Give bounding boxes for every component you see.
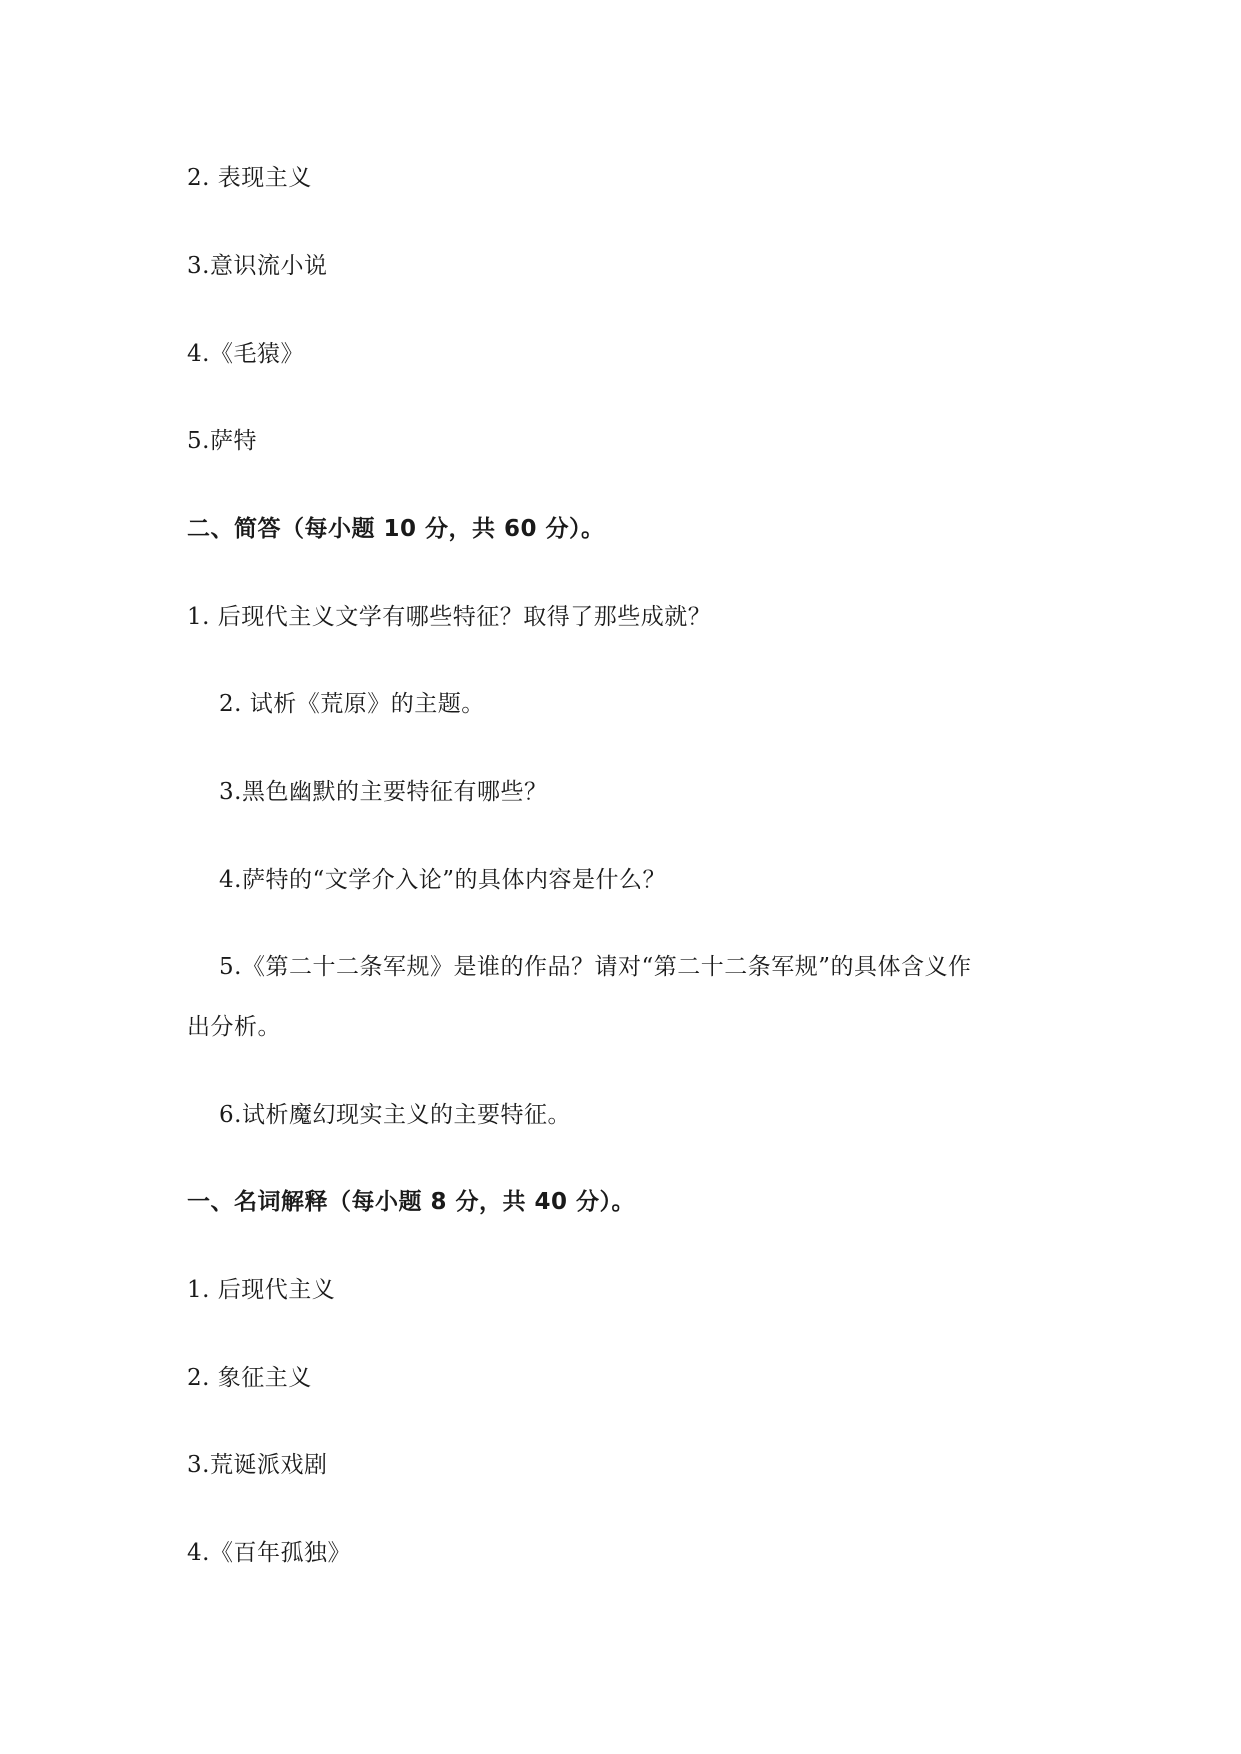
question-2: 2. 试析《荒原》的主题。 <box>219 691 485 717</box>
question-4: 4.萨特的“文学介入论”的具体内容是什么？ <box>219 867 666 893</box>
section-heading-short-answer: 二、简答（每小题 10 分，共 60 分）。 <box>187 516 605 542</box>
definition-item-2: 2. 象征主义 <box>187 1365 312 1391</box>
term-item-3: 3.意识流小说 <box>187 253 328 279</box>
definition-item-1: 1. 后现代主义 <box>187 1277 336 1303</box>
term-item-5: 5.萨特 <box>187 428 257 454</box>
question-1: 1. 后现代主义文学有哪些特征？取得了那些成就？ <box>187 604 712 630</box>
definition-item-4: 4.《百年孤独》 <box>187 1540 351 1566</box>
question-5-line-2: 出分析。 <box>187 1014 281 1040</box>
term-item-2: 2. 表现主义 <box>187 165 312 191</box>
section-heading-term-definitions: 一、名词解释（每小题 8 分，共 40 分）。 <box>187 1189 636 1215</box>
question-6: 6.试析魔幻现实主义的主要特征。 <box>219 1102 571 1128</box>
question-3: 3.黑色幽默的主要特征有哪些？ <box>219 779 548 805</box>
definition-item-3: 3.荒诞派戏剧 <box>187 1452 328 1478</box>
question-5-line-1: 5.《第二十二条军规》是谁的作品？请对“第二十二条军规”的具体含义作 <box>219 954 972 980</box>
term-item-4: 4.《毛猿》 <box>187 341 304 367</box>
